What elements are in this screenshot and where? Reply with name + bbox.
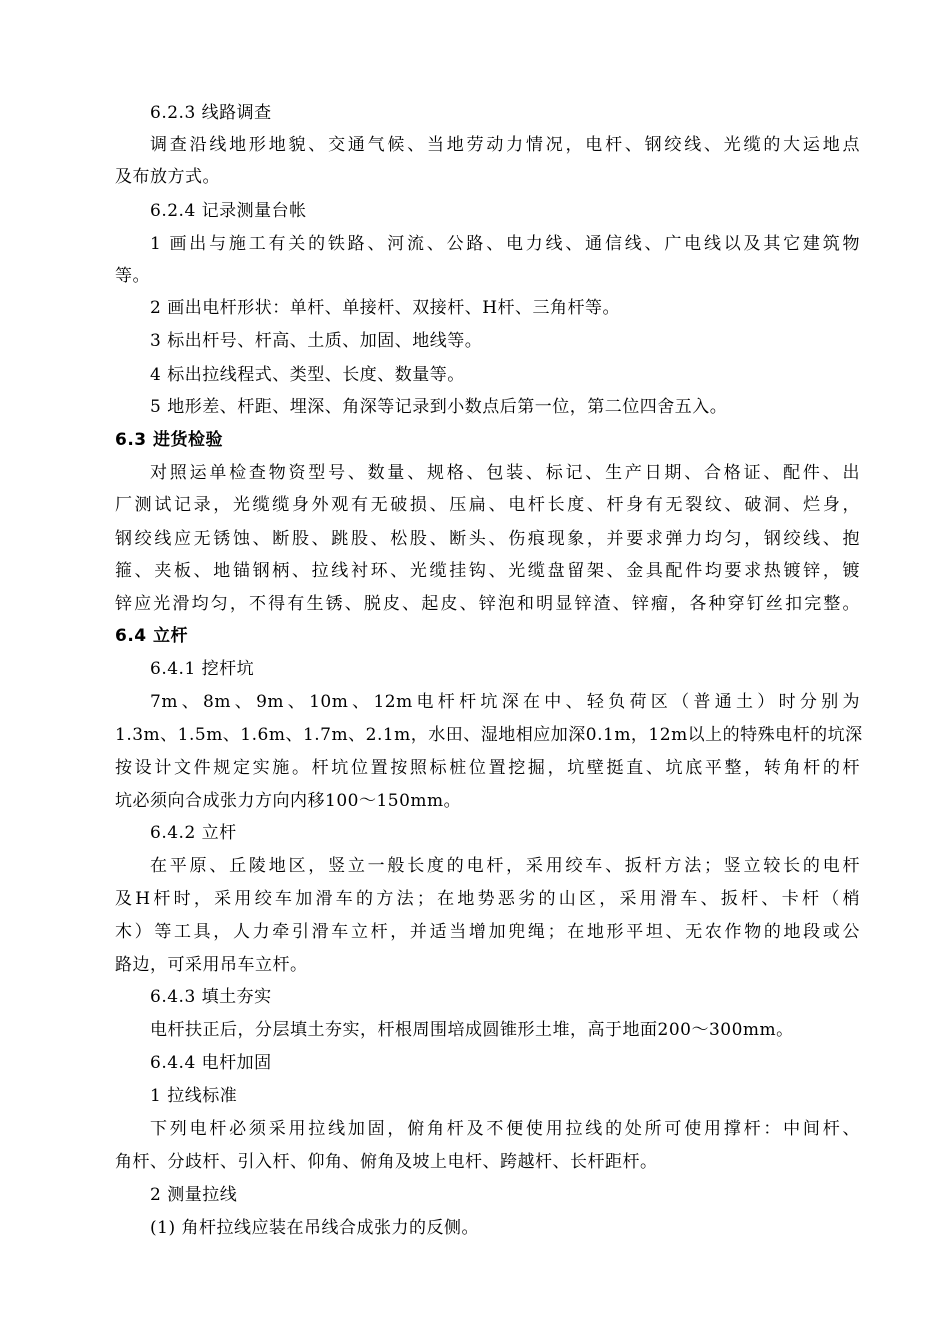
list-item: 2 画出电杆形状：单杆、单接杆、双接杆、H杆、三角杆等。	[150, 298, 621, 318]
section-heading-6-4: 6.4 立杆	[115, 626, 189, 646]
paragraph-line: 路边，可采用吊车立杆。	[115, 955, 308, 975]
paragraph-line: 厂测试记录，光缆缆身外观有无破损、压扁、电杆长度、杆身有无裂纹、破洞、烂身，	[115, 495, 860, 515]
list-item: 5 地形差、杆距、埋深、角深等记录到小数点后第一位，第二位四舍五入。	[150, 397, 728, 417]
paragraph-line: 等。	[115, 266, 150, 286]
paragraph-line: 在平原、丘陵地区，竖立一般长度的电杆，采用绞车、扳杆方法；竖立较长的电杆	[150, 856, 860, 876]
paragraph-line: 7m、8m、9m、10m、12m电杆杆坑深在中、轻负荷区（普通土）时分别为	[150, 692, 860, 712]
paragraph-line: 按设计文件规定实施。杆坑位置按照标桩位置挖掘，坑壁挺直、坑底平整，转角杆的杆	[115, 758, 860, 778]
paragraph-line: 1.3m、1.5m、1.6m、1.7m、2.1m，水田、湿地相应加深0.1m，12m以上的特殊电杆的坑深	[115, 725, 863, 745]
list-item: 2 测量拉线	[150, 1185, 238, 1205]
paragraph-line: 箍、夹板、地锚钢柄、拉线衬环、光缆挂钩、光缆盘留架、金具配件均要求热镀锌，镀	[115, 561, 860, 581]
section-heading-6-2-4: 6.2.4 记录测量台帐	[150, 201, 307, 221]
section-heading-6-4-1: 6.4.1 挖杆坑	[150, 659, 255, 679]
paragraph-line: 下列电杆必须采用拉线加固，俯角杆及不便使用拉线的处所可使用撑杆：中间杆、	[150, 1119, 860, 1139]
paragraph-line: 及H杆时，采用绞车加滑车的方法；在地势恶劣的山区，采用滑车、扳杆、卡杆（梢	[115, 889, 860, 909]
paragraph-line: 电杆扶正后，分层填土夯实，杆根周围培成圆锥形土堆，高于地面200～300mm。	[150, 1020, 794, 1040]
section-heading-6-2-3: 6.2.3 线路调查	[150, 103, 272, 123]
paragraph-line: 及布放方式。	[115, 167, 220, 187]
paragraph-line: 对照运单检查物资型号、数量、规格、包装、标记、生产日期、合格证、配件、出	[150, 463, 860, 483]
paragraph-line: 坑必须向合成张力方向内移100～150mm。	[115, 791, 462, 811]
paragraph-line: 调查沿线地形地貌、交通气候、当地劳动力情况，电杆、钢绞线、光缆的大运地点	[150, 135, 860, 155]
section-heading-6-4-2: 6.4.2 立杆	[150, 823, 237, 843]
list-item: (1) 角杆拉线应装在吊线合成张力的反侧。	[150, 1218, 479, 1238]
paragraph-line: 角杆、分歧杆、引入杆、仰角、俯角及坡上电杆、跨越杆、长杆距杆。	[115, 1152, 658, 1172]
list-item: 3 标出杆号、杆高、土质、加固、地线等。	[150, 331, 483, 351]
paragraph-line: 钢绞线应无锈蚀、断股、跳股、松股、断头、伤痕现象，并要求弹力均匀，钢绞线、抱	[115, 529, 860, 549]
paragraph-line: 木）等工具，人力牵引滑车立杆，并适当增加兜绳；在地形平坦、无农作物的地段或公	[115, 922, 860, 942]
list-item: 1 拉线标准	[150, 1086, 238, 1106]
paragraph-line: 锌应光滑均匀，不得有生锈、脱皮、起皮、锌泡和明显锌渣、锌瘤，各种穿钉丝扣完整。	[115, 594, 860, 614]
section-heading-6-3: 6.3 进货检验	[115, 430, 224, 450]
list-item: 1 画出与施工有关的铁路、河流、公路、电力线、通信线、广电线以及其它建筑物	[150, 234, 860, 254]
section-heading-6-4-4: 6.4.4 电杆加固	[150, 1053, 272, 1073]
section-heading-6-4-3: 6.4.3 填土夯实	[150, 987, 272, 1007]
list-item: 4 标出拉线程式、类型、长度、数量等。	[150, 365, 465, 385]
